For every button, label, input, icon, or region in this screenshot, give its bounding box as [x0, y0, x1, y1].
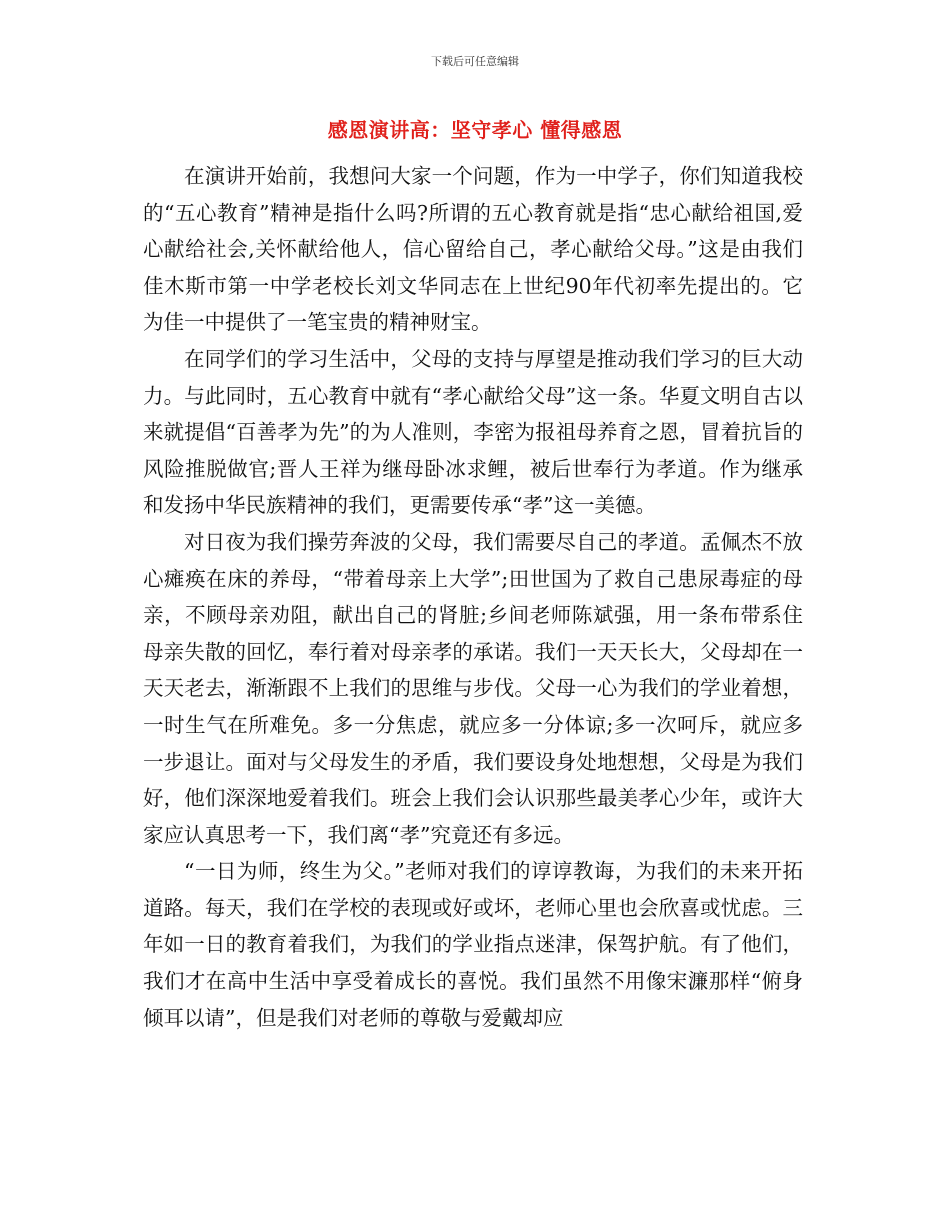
document-body: [143, 158, 803, 1036]
header-note: 下载后可任意编辑: [431, 55, 519, 68]
paragraph: “一日为师，终生为父。”老师对我们的谆谆教诲，为我们的未来开拓道路。每天，我们在学校的表现或好或坏，老师心里也会欣喜或忧虑。三年如一日的教育着我们，为我们的学业指点迷津，保驾护航。有了他们，我们才在高中生活中享受着成长的喜悦。我们虽然不用像宋濂那样“俯身倾耳以请”，但是我们对老师的尊敬与爱戴却应: [143, 859, 803, 1030]
paragraph: 在同学们的学习生活中，父母的支持与厚望是推动我们学习的巨大动力。与此同时，五心教育中就有“孝心献给父母”这一条。华夏文明自古以来就提倡“百善孝为先”的为人准则，李密为报祖母养育之恩，冒着抗旨的风险推脱做官;晋人王祥为继母卧冰求鲤，被后世奉行为孝道。作为继承和发扬中华民族精神的我们，更需要传承“孝”这一美德。: [143, 346, 803, 518]
document-title: 感恩演讲高：坚守孝心 懂得感恩: [327, 118, 623, 142]
paragraph: 对日夜为我们操劳奔波的父母，我们需要尽自己的孝道。孟佩杰不放心瘫痪在床的养母，“带着母亲上大学”;田世国为了救自己患尿毒症的母亲，不顾母亲劝阻，献出自己的肾脏;乡间老师陈斌强，用一条布带系住母亲失散的回忆，奉行着对母亲孝的承诺。我们一天天长大，父母却在一天天老去，渐渐跟不上我们的思维与步伐。父母一心为我们的学业着想，一时生气在所难免。多一分焦虑，就应多一分体谅;多一次呵斥，就应多一步退让。面对与父母发生的矛盾，我们要设身处地想想，父母是为我们好，他们深深地爱着我们。班会上我们会认识那些最美孝心少年，或许大家应认真思考一下，我们离“孝”究竟还有多远。: [143, 529, 803, 847]
paragraph: 在演讲开始前，我想问大家一个问题，作为一中学子，你们知道我校的“五心教育”精神是指什么吗?所谓的五心教育就是指“忠心献给祖国,爱心献给社会,关怀献给他人，信心留给自己，孝心献给父母。”这是由我们佳木斯市第一中学老校长刘文华同志在上世纪90年代初率先提出的。它为佳一中提供了一笔宝贵的精神财宝。: [143, 164, 803, 335]
